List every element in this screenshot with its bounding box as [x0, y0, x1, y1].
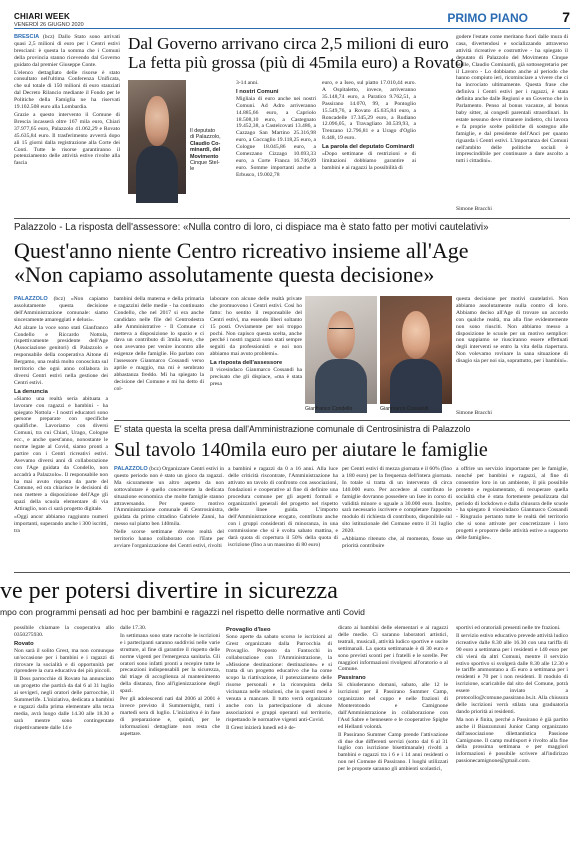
article-paragraph — [226, 725, 332, 732]
article-paragraph — [120, 696, 220, 737]
article3-col2 — [228, 466, 338, 568]
article3-overline: E' stata questa la scelta presa dall'Amministrazione comunale di Centrosinistra di Palazzolo — [114, 424, 471, 434]
paragraph-text: godere l'estate come meritano fuori dalle mura di casa, divertendosi e socializzando attraverso attività ricreative e costruttive - ha spiegato il deputato di Palazzolo del Movimento Cinque Stelle, Claudio Cominardi, già sottosegretario per il Lavoro - Lo dobbiamo anche al periodo che hanno compiuto ieri, ricominciare a vivere che ci ha incrociato ultimamente. Questa frase che definiva i Centri estivi per i ragazzi, è stata definita anche dalle Regioni e un Governo che in Parlamento. Penso al bonus vacanze, al bonus baby sitter, ai congedi parentali straordinari. In estate nessuno deve rimanere indietro, chi lavora e fa proprie scelte politiche di sostegno alle famiglie, e dal presidente dell'Anci per quanto riguarda i Centri estivi. L'importanza dei Comuni nell'ambito delle politiche sociali è imprescindibile per continuare a dare ascolto a tutti i cittadini». — [456, 34, 568, 165]
article4-title: ve per potersi divertire in sicurezza — [0, 578, 338, 604]
paragraph-text: per Centri estivi di mezza giornata e il 60% (fino a 180 euro) per la frequenza dell'intera giornata. In totale si tratta di un intervento di circa 140.000 euro. Per accedere al contributo le famiglie dovranno possedere un Isee in corso di validità minore o uguale a 30.000 euro. Inoltre, sarà necessario iscrivere e completare l'apposito modulo di richiesta di contributo, disponibile sul sito istituzionale del Comune entro il 31 luglio 2020. — [342, 466, 452, 535]
article3-col1 — [114, 466, 224, 568]
page-number: 7 — [562, 9, 570, 25]
section-subheading: La denuncia — [14, 388, 48, 395]
location-kicker: BRESCIA — [14, 34, 40, 40]
article4-col2 — [120, 625, 220, 835]
article1-signature: Simone Bracchi — [456, 206, 492, 212]
paragraph-text: Si chiuderanno domani, sabato, alle 12 le iscrizioni per il Passirano Summer Camp, organizzato nel cuppo e nelle frazioni di Monterotondo e Camignone dall'Amministrazione in collaborazione con l'Asd Sabre e bennesere e le cooperative Spighe ed Hellanti volontà. — [338, 682, 448, 730]
paragraph-text: Il servizio estivo educativo prevede attività ludico ricreative dalle 8.30 alle 16.30 con una tariffa di 90 euro a settimana per i residenti e 140 euro per chi vieni da altri Comuni, mentre il servizio estivo sportivo si svolgerà dalle 8.30 alle 12.30 e le tariffe ammontano a 45 euro a settimana per i residenti e 70 per i non residenti. Il modulo di iscrizione, scaricabile dal sito del Comune, potrà essere inviato a protocollo@comune.passirano.bs.it. Alla chiusura delle iscrizioni verrà stilata una graduatoria dando priorità ai residenti. — [456, 632, 568, 715]
paragraph-text: L'elenco dettagliato delle risorse è stato consultato nell'ultima Conferenza Unificata, che sul totale di 150 milioni di euro stanziati dal Decreto Rilancio mediante il Fondo per le Politiche della Famiglia ne ha riservati 19.102.508 euro alla Lombardia. — [14, 69, 120, 111]
article1-col4 — [322, 80, 416, 214]
paragraph-text: Ad alzare la voce sono stati Gianfranco Condello e Riccardo Nottola, rispettivamente presidente dell'Age (Associazione genitori) di Palazzolo e responsabile della cooperativa Aitone di Bergamo, una realtà molto conosciuta sul territorio che ogni anno collabora in diversi Centri estivi nella gestione dei Centri estivi. — [14, 324, 108, 386]
article-paragraph — [114, 466, 224, 528]
cossandi-photo — [380, 296, 452, 404]
article-paragraph — [114, 296, 204, 393]
paragraph-text: Non sarà il solito Grest, ma non comunque un'occasione per i bambini e i ragazzi di ritrovare la socialità e di opportunità per riprendere la cura educativa dei più piccoli. — [14, 647, 114, 675]
paragraph-text: Per gli adolescenti nati dal 2006 al 2001 è invece previsto il Summernight, tutti i martedì sera di luglio. L'iniziativa è in fase di preparazione e, quindi, per le informazioni dettagliate non resta che aspettare. — [120, 696, 220, 737]
location-kicker: PALAZZOLO — [114, 466, 148, 472]
section-subheading: La parola del deputato Cominardi — [322, 144, 415, 151]
article-paragraph — [210, 367, 302, 388]
paragraph-text: (bcz) «Non capiamo assolutamente questa decisione dell'Amministrazione comunale: siamo sinceramente amareggiati e delusi». — [14, 296, 108, 323]
article4-subtitle: mpo con programmi pensati ad hoc per bambini e ragazzi nel rispetto delle normative anti Covid — [0, 607, 365, 617]
paragraph-text: questa decisione per motivi cautelativi. Non abbiamo assolutamente nulla contro di loro. Abbiamo deciso all'Age di trovare un accordo con qualche realtà, ma alla fine evidentemente non sono riusciti. Non abbiamo messo a disposizione le scuole per un motivo semplice: non sappiamo se riusciranno essere effettuati degli interventi se entro la vita della riapertura. Non volevamo rovinare la sana situazione di disagio sia per noi sia, soprattutto, per i bambini». — [456, 296, 569, 365]
paragraph-text: Il Passirano Summer Camp prende l'attivazione di due due differenti servizi (sotto dal 6 al 31 luglio con iscrizione bisettimanale) rivolti a bambini e ragazzi tra i 6 e i 14 anni residenti o non nel Comune di Passirano. I luoghi utilizzati per le proposte saranno gli ambienti scolastici, — [338, 731, 448, 773]
article4-col4 — [338, 625, 448, 835]
paragraph-text: Sono aperte da sabato scorso le iscrizioni al Grest organizzato dalla Parrocchia di Provaglio. Proposto da Fantocchi in collaborazione con l'Amministrazione, la «Missione destinazione: destinazione» e si tratta di un progetto educativo che ha come scopo la riattivazione, il potenziamento delle risorse personali e la riconquista della vicinanza nelle relazioni, che in questi mesi è venuta a mancare. Il tutto verrà organizzato anche con la partecipazione di alcune associazioni e gruppi operanti sul territorio, rispettando le normative vigenti anti-Covid. — [226, 633, 332, 723]
article-paragraph — [14, 112, 120, 167]
article3-col4 — [456, 466, 568, 568]
article2-title-line1: Quest'anno niente Centro ricreativo insieme all'Age — [14, 238, 469, 263]
paragraph-text: sportivi ed oratoriali presenti nelle tre frazioni. — [456, 625, 561, 631]
article-paragraph — [228, 466, 338, 549]
section-subheading: I nostri Comuni — [236, 88, 279, 95]
article-paragraph — [210, 296, 302, 358]
deputy-photo — [128, 80, 186, 194]
paragraph-text: In settimana sono state raccolte le iscrizioni e i partecipanti saranno suddivisi nelle varie strutture, al fine di garantire il rispetto delle norme vigenti per l'emergenza sanitaria. Gli oratori sono infatti pronti a recepire tutte le precauzioni indispensabili per la sicurezza, dal triage di accoglienza al mantenimento della distanza, fino all'igienizzazione degli spazi. — [120, 632, 220, 695]
article-paragraph — [120, 633, 220, 695]
article-paragraph — [14, 70, 120, 111]
paragraph-text: Migliaia di euro anche nei nostri Comuni. Ad Adro arriveranno 14.885,66 euro, a Capriolo 18.508,10 euro, a Castegnato 19.452,38, a Castelcovati 13.486, a Cazzago San Martino 25.316,98 euro, a Coccaglio 19.118,25 euro, a Cologne 18.045,86 euro, a Comezzano Cizzago 10.693,33 euro, a Corte Franca 16.746,09 euro. Somme importanti anche a Erbusco, 19.002,78 — [236, 95, 316, 178]
article2-title-line2: «Non capiamo assolutamente questa decisione» — [14, 262, 435, 287]
header-divider — [14, 28, 570, 29]
divider-3 — [14, 572, 570, 573]
paragraph-text: Grazie a questo intervento il Comune di Brescia incasserà oltre 167 mila euro, Chiari 37.977,65 euro, Palazzolo 41.062,29 e Rovato 45.635,84 euro. Il trasferimento avverrà dopo ali 15 giorni dalla registrazione alla Corte dei Conti. Tutte le risorse garantiranno il potenziamento delle attività estive rivolte alla fascia — [14, 111, 120, 167]
article-paragraph — [114, 529, 224, 550]
article3-title: Sul tavolo 140mila euro per aiutare le famiglie — [114, 439, 488, 461]
paragraph-text: a bambini e ragazzi da 0 a 16 anni. Alla luce delle criticità riscontrate, l'Amministrazione ha attivato un tavolo di confronto con associazioni, fondazioni e cooperative al fine di definire una procedura comune per gli aspetti formali e organizzativi generali del progetto nel rispetto delle linee guida. L'importo dell'Amministrazione erogato, contributo anche con i gruppi considerati di minoranza, in una commissione che si è svolta sabato mattina, e darà quota di copertura il 50% della quota di iscrizione (fino a un massimo di 80 euro) — [228, 466, 338, 548]
article3-col3 — [342, 466, 452, 568]
article-paragraph — [338, 732, 448, 773]
article-paragraph — [456, 296, 568, 365]
article-paragraph — [14, 625, 114, 639]
condello-photo — [305, 296, 377, 404]
article2-overline: Palazzolo - La risposta dell'assessore: «Nulla contro di loro, ci dispiace ma è stato fatto per motivi cautelativi» — [14, 222, 489, 233]
brand-name: CHIARI WEEK — [14, 12, 70, 21]
article-paragraph — [456, 625, 568, 632]
article-paragraph — [14, 514, 108, 535]
article-paragraph — [456, 34, 568, 165]
article1-col1 — [14, 34, 120, 214]
section-title: PRIMO PIANO — [447, 11, 528, 25]
divider-1 — [14, 218, 570, 219]
article1-title-line2: La fetta più grossa (più di 45mila euro) a Rovato — [128, 53, 464, 72]
paragraph-text: a offrire un servizio importante per le famiglie, nonché per bambini e ragazzi, al fine di consentire loro in un ambiente, il più possibile protetto e regolamentato, di recuperare quella socialità che è stata fortemente penalizzata dal periodo di lockdown e dalla chiusura delle scuole - ha spiegato il vicesindaco Gianmarco Cossandi - Ringrazio pertanto tutte le realtà del territorio che si sono attivate per concretizzare i loro progetti e proporre delle attività estive a supporto delle famiglie». — [456, 466, 568, 542]
paragraph-text: laborare con alcune delle realtà private che promuovono i Centri estivi. Così ho fatto: ho sentito il responsabile del Centri estivi, ma essendo liberi soltanto 15 posti. Ovviamente per noi troppo pochi. Non capisco questa scelta, anche perché i nostri ragazzi sono stati sempre seguiti da professionisti e noi non abbiamo mai avuto problemi». — [210, 296, 302, 358]
article-paragraph — [14, 396, 108, 513]
article-paragraph — [342, 536, 452, 550]
article-paragraph — [14, 648, 114, 676]
article-paragraph — [338, 625, 448, 673]
article-paragraph — [342, 466, 452, 535]
paragraph-text: dicato ai bambini delle elementari e ai ragazzi delle medie. Ci saranno laboratori artistici, teatrali, musicali, attività ludico sportive e uscite settimanali. La quota settimanale è di 30 euro e sono previsti sconti per i fratelli e le sorelle. Per maggiori informazioni rivolgersi all'oratorio o al Comune. — [338, 625, 448, 673]
location-kicker: PALAZZOLO — [14, 296, 48, 302]
paragraph-text: possibile chiamare la cooperativa allo 0350275930. — [14, 625, 114, 638]
article-paragraph — [120, 625, 220, 632]
paragraph-text: Ma non è finita, perché a Passirano è già partito anche il Bianzunzuni Junior Camp organizzato dall'associazione dilettantistica Passione Camignone. Il camp multisport è rivolto alla fine della prossima settimana e per maggiori informazioni è possibile scrivere all'indirizzo passionecamignone@gmail.com. — [456, 716, 568, 765]
article-paragraph — [236, 96, 316, 179]
article2-col5 — [456, 296, 568, 408]
paragraph-text: bambini della materna e della primaria e ragazzini delle medie - ha continuato Condello, che nel 2017 si era anche candidato nelle file del Centrodestra alle Amministrative - Il Comune ci metteva a disposizione lo spazio e ci dava un contributo di 3mila euro, che non avevamo per venire incontro alle esigenze delle famiglie. Ho parlato con l'assessore Gianmarco Cossandi verso aprile e maggio, ma mi è sembrato abbastanza freddo. Mi ha spiegato la decisione del Comune e mi ha detto di col- — [114, 296, 204, 392]
issue-date: VENERDÌ 26 GIUGNO 2020 — [14, 22, 84, 28]
article-paragraph — [14, 34, 120, 69]
masthead — [14, 12, 84, 28]
article4-col5 — [456, 625, 568, 835]
article-paragraph — [456, 466, 568, 542]
deputy-photo-caption: Il deputato di Palazzolo, Claudio Co- minardi, del Movimento Cinque Stel- le — [190, 128, 221, 173]
article2-col2 — [114, 296, 204, 416]
article1-title-line1: Dal Governo arrivano circa 2,5 milioni di euro — [128, 34, 449, 53]
page-header — [0, 0, 580, 30]
cossandi-caption: Gianmarco Cossandi — [380, 406, 429, 412]
article2-col3 — [210, 296, 302, 416]
section-subheading: Passirano — [338, 675, 366, 682]
article-paragraph — [14, 296, 108, 324]
paragraph-text: Il Doss parrocchie di Rovato ha annunciato un progetto che partirà da dal 6 al 31 luglio ai sevigeri, negli oratori delle parrocchie, il Summerlife. L'iniziativa, dedicata a bambini e ragazzi dalla prima elementare alla terza media, avrà luogo dalle 14.30 alle 18.30 e sarà mentre sono contingentate rispettivamente dalle 14 e — [14, 676, 114, 731]
paragraph-text: Il vicesindaco Gianmarco Cossandi ha precisato che gli dispiace, «ma è stata presa — [210, 367, 302, 387]
paragraph-text: 3-14 anni. — [236, 80, 259, 86]
section-subheading: La risposta dell'assessore — [210, 360, 283, 367]
article4-col1 — [14, 625, 114, 835]
article1-headline — [128, 34, 464, 72]
article-paragraph — [236, 80, 316, 87]
paragraph-text: «Abbiamo ritenuto che, al momento, fosse un priorità contribuire — [342, 536, 452, 549]
paragraph-text: «Dopo settimane di restrizioni e di limitazioni dobbiamo garantire ai bambini e ai ragazzi la possibilità di — [322, 151, 416, 171]
article-paragraph — [14, 325, 108, 387]
paragraph-text: «Siamo una realtà seria abituata a lavorare con ragazzi e bambini - ha spiegato Nottola - I nostri educatori sono persone preparate con specifiche qualifiche. Lavoriamo con diversi Comuni, tra cui Chiari, Urago, Cologne ecc., e anche quest'anno, nonostante le norme legate al Covid, siamo pronti a partire con i Centri ricreativi estivi. Avevamo diversi anni di collaborazione con l'Age guidata da Condello, non accadrà a Palazzolo». Il responsabile non ha mai avuto risposta da parte del Comune, ed ora chiarisce le decisioni di non mettere a disposizione dell'Age gli spazi della scuola elementare di via Attiraglio, non ci sarà progetto digitale. — [14, 395, 108, 513]
article-paragraph — [14, 676, 114, 731]
article2-signature: Simone Bracchi — [456, 410, 492, 416]
paragraph-text: Nelle scorse settimane diverse realtà del territorio hanno collaborato con l'Ente per avviare l'organizzazione dei Centri estivi, rivolti — [114, 529, 224, 549]
paragraph-text: (bcz) Organizzare Centri estivi in questo periodo non è stato un gioco da ragazzi. Ma sicuramente un altro aspetto da non sottovalutare è quello concernente la dedicata situazione economica che molte famiglie stanno attraversando. Per questo motivo l'Amministrazione comunale di Centrosinistra, guidata da primo cittadino Gabriele Zanni, ha messo sul piatto ben 140mila. — [114, 466, 224, 528]
condello-caption: Gianfranco Condello — [305, 406, 353, 412]
section-subheading: Rovato — [14, 640, 34, 647]
article1-col3 — [236, 80, 316, 214]
article-paragraph — [322, 151, 416, 172]
paragraph-text: (bcz) Dallo Stato sono arrivati quasi 2,5 milioni di euro per i Centri estivi bresciani: è questa la somma che i Comuni della provincia stanno ricevendo dal Governo guidato dal premier Giuseppe Conte. — [14, 34, 120, 68]
article-paragraph — [338, 682, 448, 730]
section-subheading: Provaglio d'Iseo — [226, 627, 271, 633]
article-paragraph — [226, 634, 332, 724]
article4-col3 — [226, 625, 332, 835]
paragraph-text: dalle 17.30. — [120, 625, 147, 631]
paragraph-text: «Oggi ancor abbiamo raggiunto numeri importanti, superando anche i 300 iscritti, tra — [14, 514, 108, 534]
article-paragraph — [322, 80, 416, 142]
paragraph-text: euro, e a Iseo, sul piatto 17.010,44 euro. A Ospitaletto, invece, arriveranno 35.148,74 euro, a Paratico 9.762,51, a Passirano 14.070, 99, a Pontoglio 15.549,76, a Rovato 45.635,84 euro, a Roncadelle 17.345,29 euro, a Rudiano 12.096,05, a Travagliato 30.539,93, a Trenzano 12.796,81 e a Urago d'Oglio 8.448, 19 euro. — [322, 80, 416, 142]
article-paragraph — [456, 633, 568, 716]
divider-2 — [114, 420, 570, 421]
paragraph-text: Il Grest inizierà lunedì ed è de- — [226, 724, 296, 731]
article1-col5 — [456, 34, 568, 205]
article-paragraph — [456, 717, 568, 765]
article2-col1 — [14, 296, 108, 534]
